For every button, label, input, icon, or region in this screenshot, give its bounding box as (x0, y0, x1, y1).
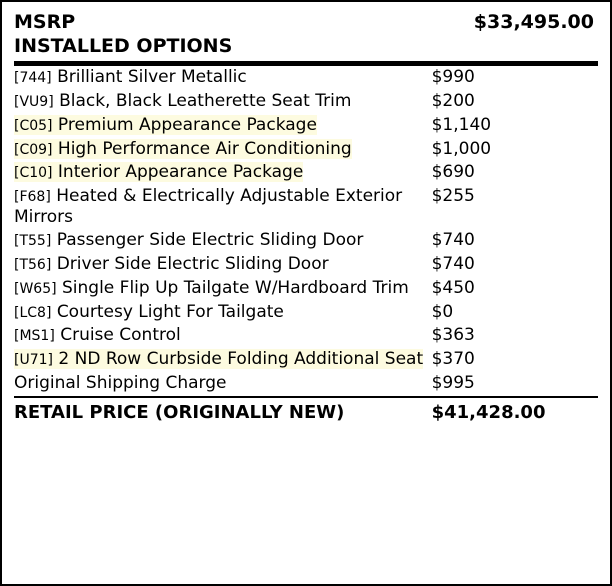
option-code: [C09] (14, 141, 53, 158)
option-description (14, 185, 432, 229)
option-description (14, 66, 432, 90)
option-code: [MS1] (14, 328, 55, 345)
option-name: Premium Appearance Package (57, 114, 317, 135)
option-price: $370 (431, 349, 475, 370)
option-text (14, 325, 181, 345)
option-description (14, 324, 432, 348)
installed-options-row (14, 35, 598, 61)
option-description (14, 253, 432, 277)
option-price: $740 (431, 254, 475, 275)
msrp-label: MSRP (14, 11, 76, 33)
option-text (14, 115, 317, 135)
option-name: Single Flip Up Tailgate W/Hardboard Trim (62, 277, 409, 298)
option-code: [C05] (14, 117, 53, 134)
option-price: $995 (431, 372, 475, 393)
option-price: $0 (431, 301, 454, 322)
option-row (14, 372, 598, 397)
option-description (14, 372, 432, 397)
option-name: Driver Side Electric Sliding Door (56, 254, 329, 275)
option-price: $363 (431, 325, 475, 346)
option-text (14, 373, 227, 393)
option-description (14, 138, 432, 162)
option-name: Cruise Control (60, 325, 181, 346)
pricing-table (14, 10, 598, 426)
option-price: $1,000 (431, 138, 492, 159)
retail-price-label: RETAIL PRICE (ORIGINALLY NEW) (14, 397, 432, 426)
option-row (14, 185, 598, 229)
option-text (14, 67, 247, 87)
option-price: $200 (431, 91, 475, 112)
option-code: [T55] (14, 233, 52, 250)
pricing-table-body (14, 10, 598, 426)
option-price: $740 (431, 230, 475, 251)
option-price: $255 (431, 186, 475, 207)
option-row (14, 253, 598, 277)
retail-price-value: $41,428.00 (432, 397, 598, 426)
option-text (14, 186, 402, 227)
installed-options-spacer (432, 35, 598, 61)
option-description (14, 301, 432, 325)
option-row (14, 277, 598, 301)
option-description (14, 114, 432, 138)
option-text (14, 230, 363, 250)
option-name: Heated & Electrically Adjustable Exterior Mirrors (14, 186, 403, 227)
option-price: $990 (431, 67, 475, 88)
option-name: Courtesy Light For Tailgate (56, 301, 284, 322)
option-name: Original Shipping Charge (14, 372, 227, 393)
option-code: [W65] (14, 280, 57, 297)
option-description (14, 161, 432, 185)
option-row (14, 90, 598, 114)
option-row (14, 324, 598, 348)
option-description (14, 90, 432, 114)
msrp-row (14, 10, 598, 35)
option-code: [U71] (14, 352, 53, 369)
option-code: [744] (14, 70, 52, 87)
option-code: [LC8] (14, 304, 52, 321)
option-text (14, 139, 352, 159)
option-description (14, 229, 432, 253)
option-text (14, 302, 284, 322)
option-row (14, 114, 598, 138)
option-row (14, 348, 598, 372)
installed-options-label: INSTALLED OPTIONS (14, 35, 233, 58)
option-code: [VU9] (14, 94, 54, 111)
retail-price-row (14, 397, 598, 426)
msrp-value: $33,495.00 (473, 11, 594, 33)
option-row (14, 66, 598, 90)
option-text (14, 254, 329, 274)
option-name: Interior Appearance Package (57, 162, 304, 183)
option-code: [F68] (14, 189, 51, 206)
option-name: Black, Black Leatherette Seat Trim (59, 91, 352, 112)
option-row (14, 161, 598, 185)
option-price: $690 (431, 162, 475, 183)
option-text (14, 91, 351, 111)
option-code: [T56] (14, 257, 52, 274)
option-row (14, 229, 598, 253)
option-name: 2 ND Row Curbside Folding Additional Seat (58, 349, 424, 370)
option-text (14, 162, 303, 182)
option-description (14, 348, 432, 372)
option-price: $1,140 (431, 114, 492, 135)
option-name: Brilliant Silver Metallic (57, 67, 247, 88)
option-name: High Performance Air Conditioning (57, 138, 352, 159)
option-row (14, 301, 598, 325)
option-code: [C10] (14, 165, 53, 182)
option-price: $450 (431, 277, 475, 298)
option-row (14, 138, 598, 162)
option-text (14, 349, 423, 369)
option-description (14, 277, 432, 301)
option-name: Passenger Side Electric Sliding Door (56, 230, 364, 251)
option-text (14, 278, 409, 298)
